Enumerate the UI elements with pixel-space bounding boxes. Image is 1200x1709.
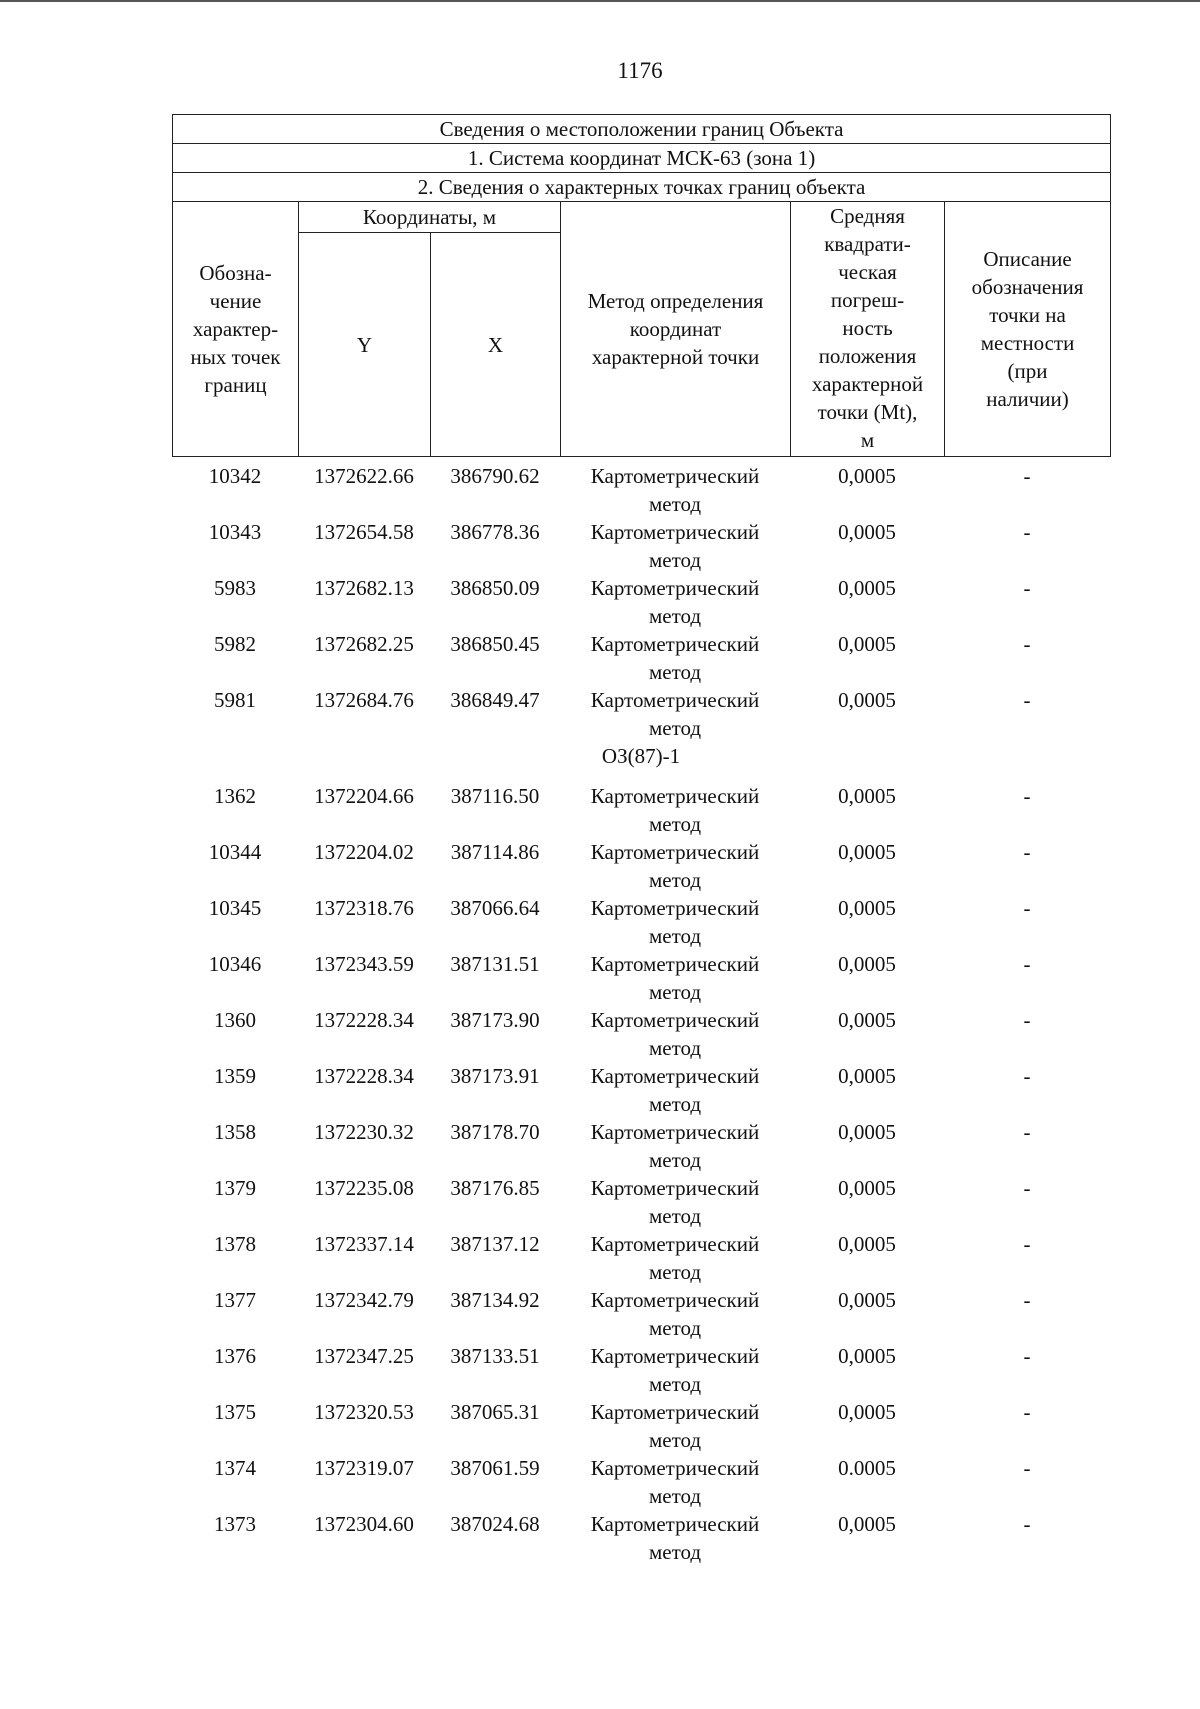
table-row [172,1062,1110,1118]
method: Картометрический метод [590,1120,760,1172]
coord-x: 386850.09 [450,576,540,600]
method: Картометрический метод [590,520,760,572]
coord-x: 387114.86 [450,840,540,864]
coord-x: 387178.70 [450,1120,540,1144]
mean-error: 0,0005 [838,1064,896,1088]
page-top-rule [0,0,1200,2]
description: - [1023,520,1031,544]
coord-x: 386778.36 [450,520,540,544]
description: - [1023,840,1031,864]
table-row [172,1118,1110,1174]
mean-error: 0,0005 [838,784,896,808]
description: - [1023,576,1031,600]
point-id: 10344 [208,840,262,864]
description: - [1023,1176,1031,1200]
coord-x: 387176.85 [450,1176,540,1200]
point-id: 1379 [214,1176,256,1200]
description: - [1023,1512,1031,1536]
description: - [1023,1064,1031,1088]
method: Картометрический метод [590,1064,760,1116]
mean-error: 0,0005 [838,1120,896,1144]
col-header-designation: Обозна- чение характер- ных точек границ [173,202,299,457]
table-row [172,686,1110,742]
coord-x: 387024.68 [450,1512,540,1536]
description: - [1023,1288,1031,1312]
coord-y: 1372337.14 [314,1232,414,1256]
method: Картометрический метод [590,1008,760,1060]
table-row [172,574,1110,630]
method: Картометрический метод [590,1344,760,1396]
table-row [172,1286,1110,1342]
table-row [172,1510,1110,1566]
mean-error: 0,0005 [838,1232,896,1256]
method: Картометрический метод [590,1232,760,1284]
table-row [172,1006,1110,1062]
method: Картометрический метод [590,688,760,740]
method: Картометрический метод [590,632,760,684]
header-table [172,114,1111,457]
header-coordinate-system: 1. Система координат МСК-63 (зона 1) [173,144,1111,173]
table-row [172,950,1110,1006]
description: - [1023,1456,1031,1480]
coord-y: 1372347.25 [314,1344,414,1368]
table-row [172,1342,1110,1398]
coord-y: 1372654.58 [314,520,414,544]
coord-y: 1372318.76 [314,896,414,920]
header-title: Сведения о местоположении границ Объекта [173,115,1111,144]
section-row [172,742,1110,782]
coord-y: 1372622.66 [314,464,414,488]
method: Картометрический метод [590,1512,760,1564]
description: - [1023,1120,1031,1144]
point-id: 5981 [214,688,256,712]
method: Картометрический метод [590,1456,760,1508]
coord-x: 387134.92 [450,1288,540,1312]
description: - [1023,1008,1031,1032]
col-header-y: Y [299,233,431,457]
description: - [1023,688,1031,712]
coord-y: 1372682.13 [314,576,414,600]
coord-y: 1372342.79 [314,1288,414,1312]
coord-x: 387061.59 [450,1456,540,1480]
coord-x: 387116.50 [450,784,540,808]
point-id: 1374 [214,1456,256,1480]
coord-x: 387065.31 [450,1400,540,1424]
table-row [172,782,1110,838]
mean-error: 0,0005 [838,1176,896,1200]
table-row [172,1174,1110,1230]
method: Картометрический метод [590,784,760,836]
coord-y: 1372684.76 [314,688,414,712]
point-id: 10345 [208,896,262,920]
point-id: 1378 [214,1232,256,1256]
page-number: 1176 [617,58,663,83]
coord-y: 1372228.34 [314,1064,414,1088]
mean-error: 0,0005 [838,464,896,488]
point-id: 1373 [214,1512,256,1536]
point-id: 1377 [214,1288,256,1312]
description: - [1023,1400,1031,1424]
table-row [172,1454,1110,1510]
method: Картометрический метод [590,464,760,516]
mean-error: 0,0005 [838,840,896,864]
mean-error: 0,0005 [838,632,896,656]
points-table [172,462,1110,1566]
coord-x: 387137.12 [450,1232,540,1256]
description: - [1023,1232,1031,1256]
table-row [172,1398,1110,1454]
coord-y: 1372682.25 [314,632,414,656]
coord-x: 387173.91 [450,1064,540,1088]
point-id: 1358 [214,1120,256,1144]
mean-error: 0,0005 [838,1512,896,1536]
coord-y: 1372230.32 [314,1120,414,1144]
description: - [1023,632,1031,656]
coord-y: 1372204.02 [314,840,414,864]
point-id: 1359 [214,1064,256,1088]
description: - [1023,464,1031,488]
mean-error: 0,0005 [838,1344,896,1368]
table-row [172,462,1110,518]
method: Картометрический метод [590,1400,760,1452]
method: Картометрический метод [590,840,760,892]
mean-error: 0,0005 [838,1008,896,1032]
table-row [172,838,1110,894]
mean-error: 0,0005 [838,576,896,600]
col-header-method: Метод определения координат характерной точки [561,202,791,457]
method: Картометрический метод [590,1288,760,1340]
table-row [172,630,1110,686]
mean-error: 0,0005 [838,1288,896,1312]
coord-x: 387131.51 [450,952,540,976]
point-id: 10343 [208,520,262,544]
mean-error: 0,0005 [838,688,896,712]
method: Картометрический метод [590,896,760,948]
coord-x: 386849.47 [450,688,540,712]
mean-error: 0.0005 [838,1456,896,1480]
section-label: ОЗ(87)-1 [601,744,681,768]
description: - [1023,1344,1031,1368]
point-id: 5983 [214,576,256,600]
col-header-description: Описание обозначения точки на местности (при наличии) [945,202,1111,457]
point-id: 10346 [208,952,262,976]
point-id: 1360 [214,1008,256,1032]
point-id: 10342 [208,464,262,488]
coord-x: 387066.64 [450,896,540,920]
table-row [172,894,1110,950]
table-row [172,518,1110,574]
method: Картометрический метод [590,576,760,628]
coord-x: 387133.51 [450,1344,540,1368]
col-header-error: Средняя квадрати- ческая погреш- ность положения характерной точки (Mt), м [791,202,945,457]
description: - [1023,896,1031,920]
description: - [1023,784,1031,808]
point-id: 1375 [214,1400,256,1424]
mean-error: 0,0005 [838,520,896,544]
coord-y: 1372320.53 [314,1400,414,1424]
coord-y: 1372343.59 [314,952,414,976]
method: Картометрический метод [590,1176,760,1228]
point-id: 5982 [214,632,256,656]
points-table-body [172,462,1110,1566]
table-row [172,1230,1110,1286]
coord-y: 1372228.34 [314,1008,414,1032]
coord-y: 1372304.60 [314,1512,414,1536]
coord-x: 386790.62 [450,464,540,488]
point-id: 1362 [214,784,256,808]
header-points-caption: 2. Сведения о характерных точках границ объекта [173,173,1111,202]
coord-y: 1372235.08 [314,1176,414,1200]
col-header-coordinates: Координаты, м [299,202,561,233]
method: Картометрический метод [590,952,760,1004]
mean-error: 0,0005 [838,952,896,976]
coord-x: 387173.90 [450,1008,540,1032]
coord-y: 1372319.07 [314,1456,414,1480]
col-header-x: X [431,233,561,457]
point-id: 1376 [214,1344,256,1368]
mean-error: 0,0005 [838,1400,896,1424]
description: - [1023,952,1031,976]
coord-y: 1372204.66 [314,784,414,808]
coord-x: 386850.45 [450,632,540,656]
mean-error: 0,0005 [838,896,896,920]
